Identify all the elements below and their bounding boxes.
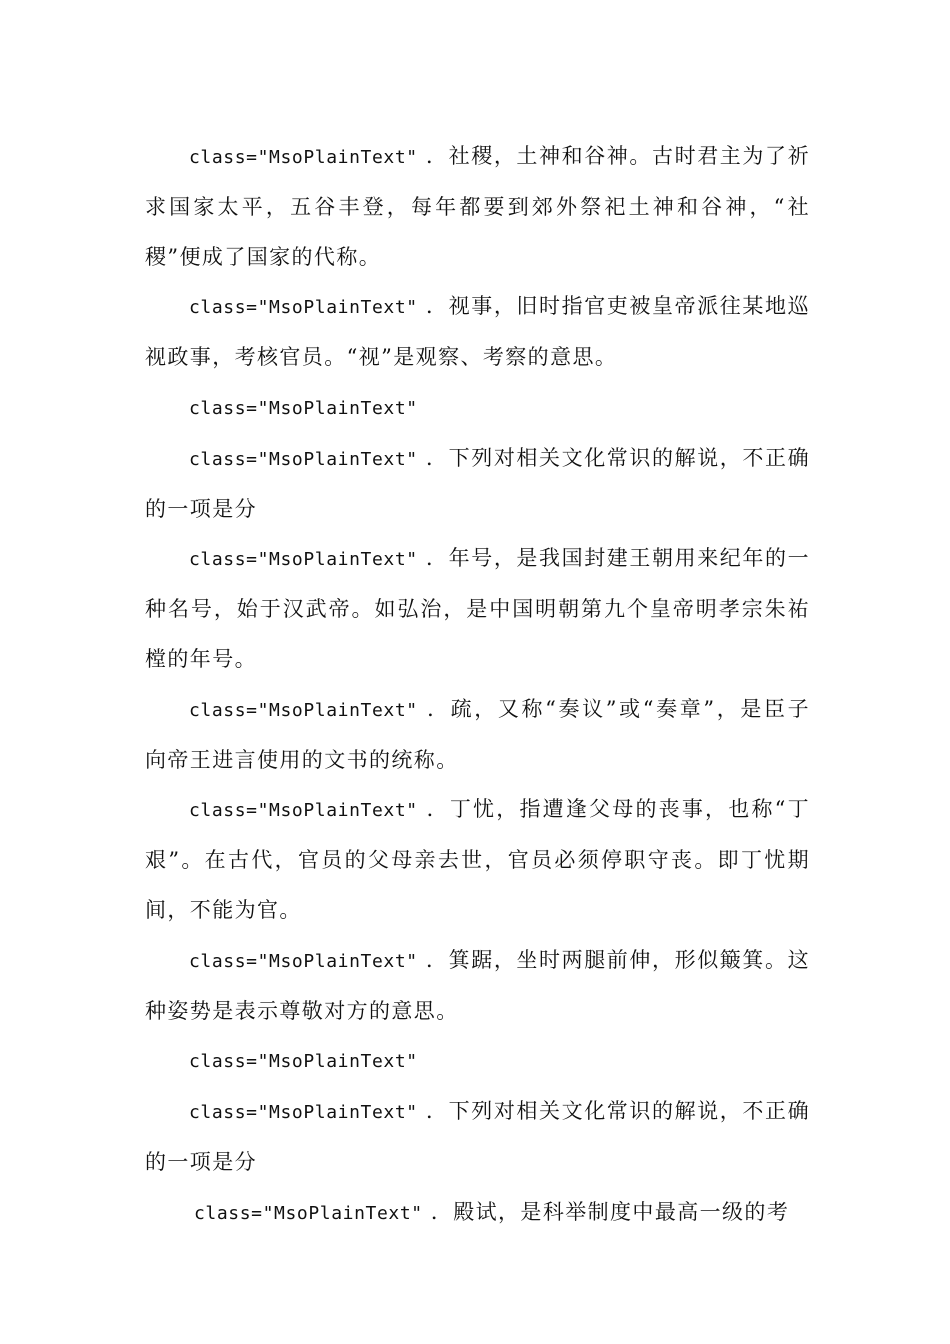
class-attribute-text: class="MsoPlainText"	[189, 1102, 418, 1124]
paragraph	[145, 534, 810, 684]
class-attribute-text: class="MsoPlainText"	[189, 448, 418, 470]
paragraph	[145, 936, 810, 1037]
paragraph-text: ．下列对相关文化常识的解说，不正确的一项是分	[145, 445, 810, 521]
class-attribute-text: class="MsoPlainText"	[189, 1051, 418, 1073]
paragraph-text: ．疏，又称“奏议”或“奏章”，是臣子向帝王进言使用的文书的统称。	[145, 696, 810, 772]
paragraph	[145, 282, 810, 383]
paragraph-text: ．视事，旧时指官吏被皇帝派往某地巡视政事，考核官员。“视”是观察、考察的意思。	[145, 294, 810, 370]
paragraph	[145, 685, 810, 786]
paragraph-text: ．年号，是我国封建王朝用来纪年的一种名号，始于汉武帝。如弘治，是中国明朝第九个皇帝明孝宗朱祐樘的年号。	[145, 546, 810, 671]
class-attribute-text: class="MsoPlainText"	[194, 1202, 423, 1224]
document-body	[145, 132, 810, 1239]
paragraph-text: ．丁忧，指遭逢父母的丧事，也称“丁艰”。在古代，官员的父母亲去世，官员必须停职守丧。即丁忧期间，不能为官。	[145, 797, 810, 922]
class-attribute-text: class="MsoPlainText"	[189, 297, 418, 319]
paragraph	[145, 434, 810, 535]
class-attribute-text: class="MsoPlainText"	[189, 800, 418, 822]
paragraph-text: ．殿试，是科举制度中最高一级的考	[430, 1199, 790, 1224]
class-attribute-text: class="MsoPlainText"	[189, 147, 418, 168]
paragraph	[145, 1188, 810, 1239]
paragraph	[145, 1036, 810, 1087]
paragraph	[145, 785, 810, 935]
paragraph-text: ．社稷，土神和谷神。古时君主为了祈求国家太平，五谷丰登，每年都要到郊外祭祀土神和谷神，“社稷”便成了国家的代称。	[145, 144, 810, 269]
class-attribute-text: class="MsoPlainText"	[189, 950, 418, 972]
paragraph-text: ．下列对相关文化常识的解说，不正确的一项是分	[145, 1099, 810, 1174]
paragraph	[145, 132, 810, 282]
class-attribute-text: class="MsoPlainText"	[189, 699, 418, 721]
class-attribute-text: class="MsoPlainText"	[189, 549, 418, 571]
paragraph	[145, 383, 810, 434]
paragraph	[145, 1087, 810, 1188]
class-attribute-text: class="MsoPlainText"	[189, 397, 418, 419]
paragraph-text: ．箕踞，坐时两腿前伸，形似簸箕。这种姿势是表示尊敬对方的意思。	[145, 947, 810, 1023]
